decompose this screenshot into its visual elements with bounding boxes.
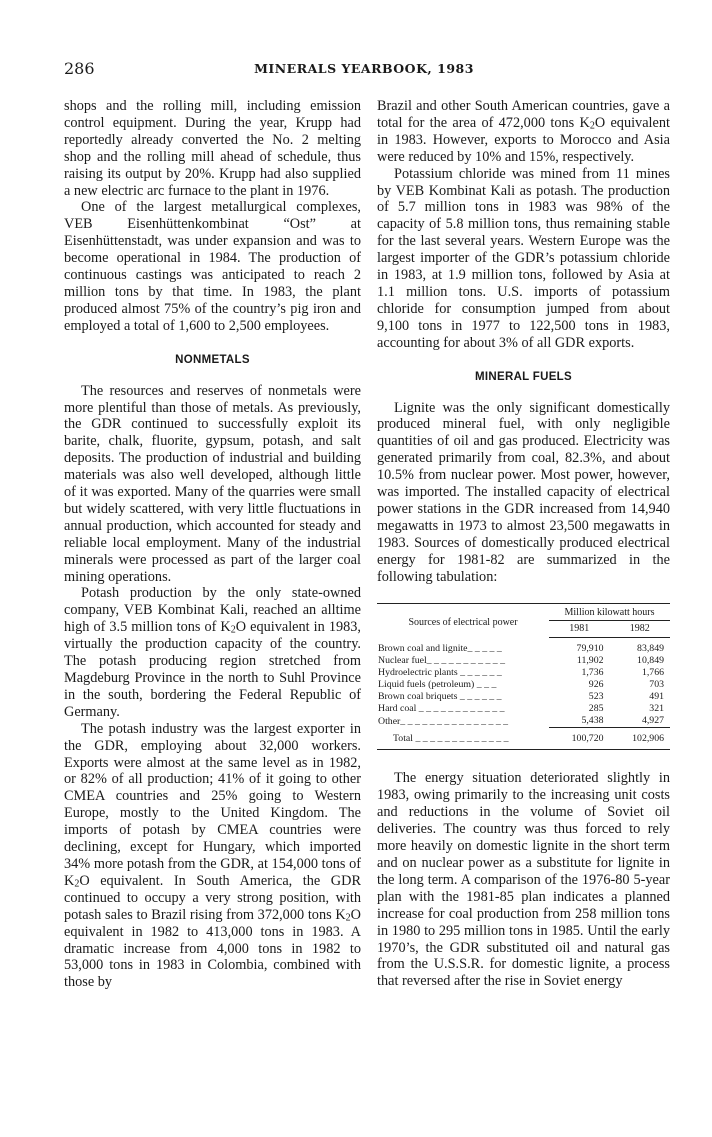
cell-1982: 4,927 (610, 715, 671, 728)
right-column (377, 98, 670, 990)
cell-1982: 703 (649, 679, 664, 691)
section-heading-nonmetals: NONMETALS (175, 353, 250, 366)
paragraph: Lignite was the only significant domestically produced mineral fuel, with only negligible quantities of oil and gas produced. Electricity was generated primarily from coal, 82.3%, and about 10.5% from nuclear power. Most power, however, was imported. The installed capacity of electrical power stations in the GDR increased from 14,940 megawatts in 1973 to almost 23,500 megawatts in 1983. Sources of domestically produced electrical energy for 1981-82 are summarized in the following tabulation: (377, 399, 670, 585)
paragraph: shops and the rolling mill, including emission control equipment. During the year, Krupp had reportedly already converted the No. 2 melting shop and the rolling mill ahead of schedule, thus raising its output by 20%. Krupp had also supplied a new electric arc furnace to the plant in 1976. (64, 98, 361, 199)
cell-1981: 285 (588, 703, 604, 715)
cell-1982: 491 (649, 691, 664, 703)
row-label: Brown coal briquets _ _ _ _ _ _ (378, 691, 502, 703)
section-heading-mineral-fuels: MINERAL FUELS (475, 370, 572, 383)
subscript: 2 (345, 912, 351, 924)
running-title: MINERALS YEARBOOK, 1983 (254, 61, 474, 76)
paragraph: The potash industry was the largest exporter in the GDR, employing about 32,000 workers. Exports were almost at the same level as in 1982, or 82% of all production; 41% of it going to other CMEA countries and 25% going to Western Europe, mostly to the United Kingdom. The imports of potash by CMEA countries were declining, except for Hungary, which imported 34% more potash from the GDR, at 154,000 tons of $K_2O$ equivalent. In South America, the GDR continued to occupy a very strong position, with potash sales to Brazil rising from 372,000 tons $K_2O$ equivalent in 1982 to 413,000 tons in 1983. A dramatic increase from 4,000 tons in 1982 to 53,000 tons in 1983 in Colombia, combined with those by (64, 720, 361, 991)
table-row (377, 691, 670, 703)
row-label: Hard coal _ _ _ _ _ _ _ _ _ _ _ _ (378, 703, 505, 715)
cell-1981: 523 (588, 691, 604, 703)
row-label: Hydroelectric plants _ _ _ _ _ _ (378, 667, 502, 679)
tabulation (377, 603, 670, 750)
row-label: Liquid fuels (petroleum) _ _ _ (378, 679, 497, 691)
table-total-row (377, 728, 670, 750)
table-row (377, 715, 670, 728)
paragraph: Potash production by the only state-owned company, VEB Kombinat Kali, reached an alltime high of 3.5 million tons of $K_2O$ equivalent in 1983, virtually the production capacity of the country. The potash producing region stretched from Magdeburg Province in the north to Suhl Province in the south, bordering the Federal Republic of Germany. (64, 585, 361, 720)
column-group-header: Million kilowatt hours (549, 604, 670, 621)
paragraph: One of the largest metallurgical complexes, VEB Eisenhüttenkombinat “Ost” at Eisenhüttenstadt, was under expansion and was to become operational in 1984. The production of continuous castings was anticipated to reach 2 million tons by that time. In 1983, the plant produced almost 75% of the country’s pig iron and employed a total of 1,600 to 2,500 employees. (64, 199, 361, 334)
column-header-sources: Sources of electrical power (377, 604, 549, 638)
cell-1981: 11,902 (576, 655, 604, 667)
electrical-power-table (377, 603, 670, 750)
table-row (377, 655, 670, 667)
paragraph: The resources and reserves of nonmetals were more plentiful than those of metals. As previously, the GDR continued to successfully exploit its barite, chalk, fluorite, gypsum, potash, and salt deposits. The production of industrial and building materials was also well developed, although little of it was exported. Many of the quarries were small but widely scattered, with very little fluctuations in annual production, which accounted for steady and reliable local employment. Many of the industrial minerals were processed as part of the larger coal mining operations. (64, 382, 361, 585)
cell-1981: 79,910 (576, 643, 604, 655)
cell-1982: 321 (649, 703, 664, 715)
total-1982: 102,906 (610, 728, 671, 750)
cell-1982: 1,766 (641, 667, 664, 679)
page-number: 286 (64, 59, 95, 78)
row-label: Brown coal and lignite_ _ _ _ _ (378, 643, 502, 655)
table-row (377, 703, 670, 715)
row-label: Nuclear fuel_ _ _ _ _ _ _ _ _ _ _ (378, 655, 506, 667)
row-label: Other_ _ _ _ _ _ _ _ _ _ _ _ _ _ _ (378, 715, 509, 727)
subscript: 2 (230, 624, 236, 636)
table-row (377, 667, 670, 679)
left-column (64, 98, 361, 991)
cell-1981: 926 (588, 679, 604, 691)
cell-1981: 1,736 (581, 667, 604, 679)
column-header-1982: 1982 (610, 621, 671, 638)
cell-1982: 83,849 (637, 643, 664, 655)
paragraph: Brazil and other South American countries, gave a total for the area of 472,000 tons $K_2O$ equivalent in 1983. However, exports to Morocco and Asia were reduced by 10% and 15%, respectively. (377, 98, 670, 165)
subscript: 2 (74, 878, 80, 890)
paragraph: The energy situation deteriorated slightly in 1983, owing primarily to the increasing unit costs and reductions in the volume of Soviet oil deliveries. The country was thus forced to rely more heavily on domestic lignite in the short term and on nuclear power as a substitute for lignite in the long term. A comparison of the 1976-80 5-year plan with the 1981-85 plan indicates a planned increase for coal production from 258 million tons in 1980 to 295 million tons in 1985. Until the early 1970’s, the GDR substituted oil and natural gas from the U.S.S.R. for domestic lignite, a process that reversed after the rise in Soviet energy (377, 770, 670, 990)
total-label: Total _ _ _ _ _ _ _ _ _ _ _ _ _ (377, 728, 549, 750)
table-row (377, 679, 670, 691)
total-1981: 100,720 (549, 728, 610, 750)
table-row (377, 638, 670, 656)
column-header-1981: 1981 (549, 621, 610, 638)
subscript: 2 (589, 120, 595, 132)
cell-1981: 5,438 (549, 715, 610, 728)
page-header (64, 59, 664, 79)
paragraph: Potassium chloride was mined from 11 mines by VEB Kombinat Kali as potash. The production of 5.7 million tons in 1983 was 98% of the capacity of 5.8 million tons, thus remaining stable for the last several years. Western Europe was the largest importer of the GDR’s potassium chloride in 1983, at 1.9 million tons, followed by Asia at 1.1 million tons. U.S. imports of potassium chloride for consumption jumped from about 9,100 tons in 1977 to 122,500 tons in 1983, accounting for about 3% of all GDR exports. (377, 165, 670, 351)
cell-1982: 10,849 (637, 655, 664, 667)
